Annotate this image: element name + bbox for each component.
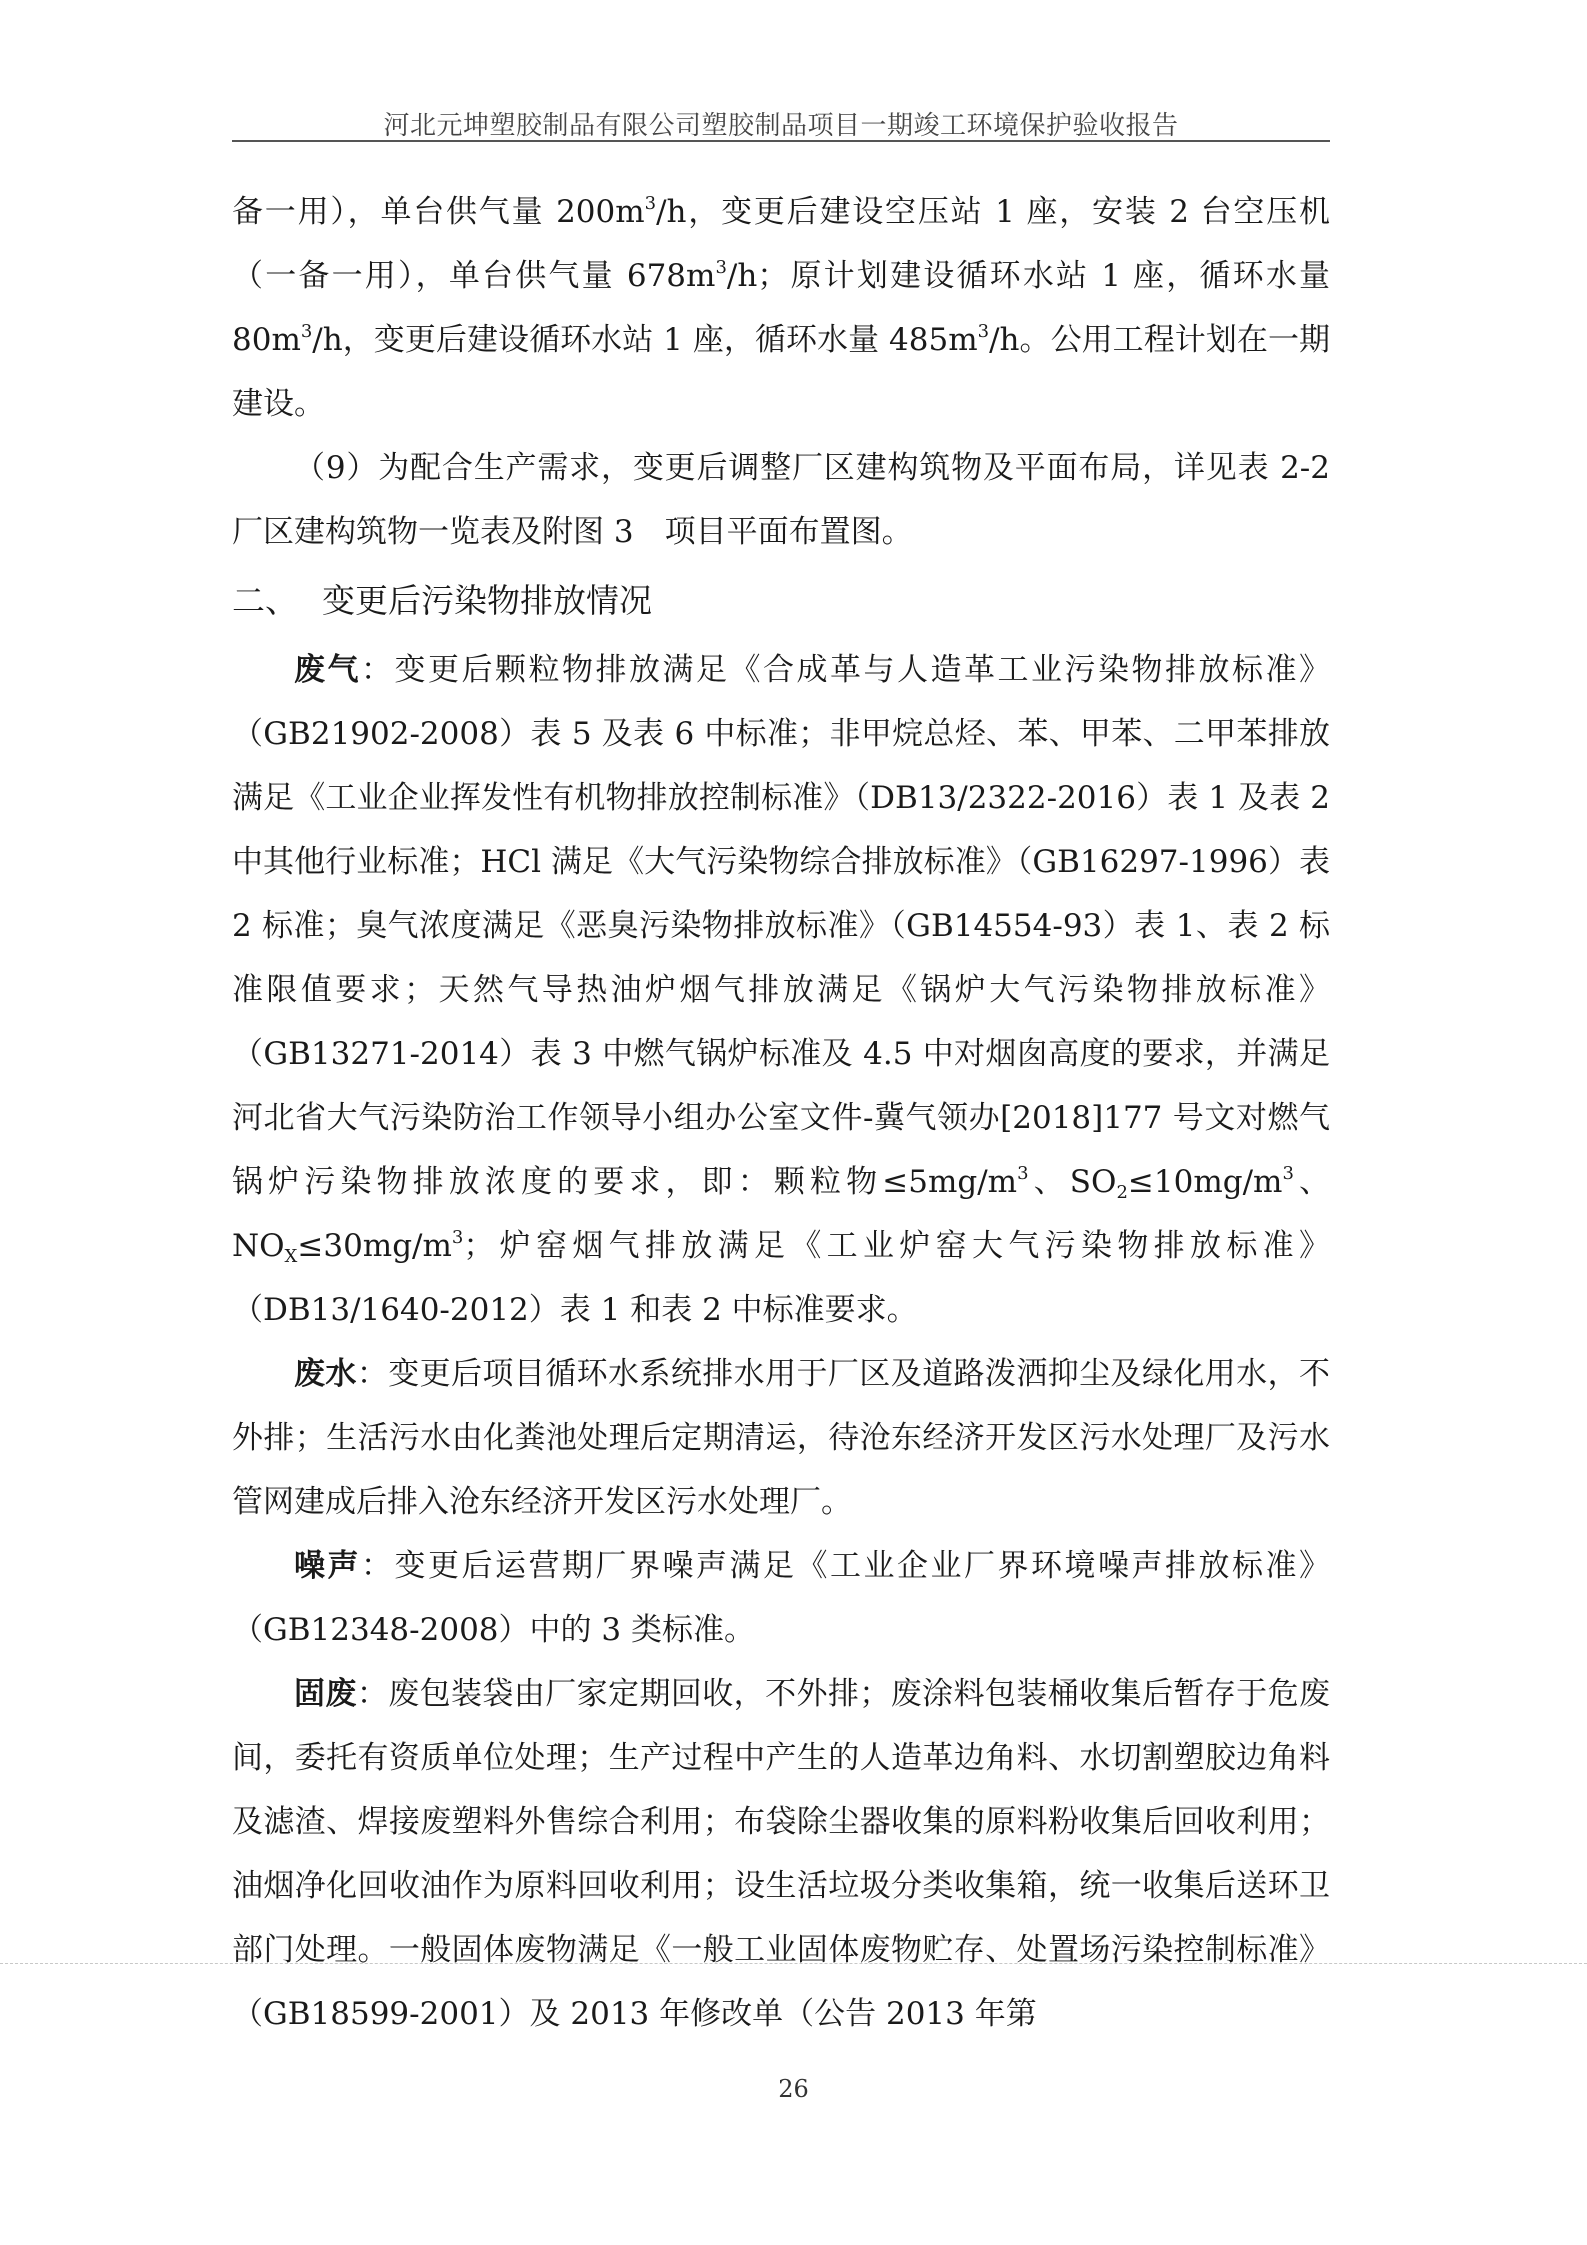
section-title: 变更后污染物排放情况 <box>322 581 652 620</box>
unit-superscript: 3 <box>300 321 313 342</box>
paragraph-waste-gas: 废气：变更后颗粒物排放满足《合成革与人造革工业污染物排放标准》（GB21902-2008）表 5 及表 6 中标准；非甲烷总烃、苯、甲苯、二甲苯排放满足《工业企业挥发性有机物排放控制标准》（DB13/2322-2016）表 1 及表 2 中其他行业标准；HCl 满足《大气污染物综合排放标准》（GB16297-1996）表 2 标准；臭气浓度满足《恶臭污染物排放标准》（GB14554-93）表 1、表 2 标准限值要求；天然气导热油炉烟气排放满足《锅炉大气污染物排放标准》（GB13271-2014）表 3 中燃气锅炉标准及 4.5 中对烟囱高度的要求，并满足河北省大气污染防治工作领导小组办公室文件-冀气领办[2018]177 号文对燃气锅炉污染物排放浓度的要求，即：颗粒物$\le 5mg/m^3$、$SO_2\le 10mg/m^3$、$NO_X\le 30mg/m^3$；炉窑烟气排放满足《工业炉窑大气污染物排放标准》（DB13/1640-2012）表 1 和表 2 中标准要求。 <box>232 652 1331 1328</box>
unit-superscript: 3 <box>644 193 657 214</box>
solid-waste-lead: 固废 <box>294 1676 357 1712</box>
paragraph-layout-adjustment: （9）为配合生产需求，变更后调整厂区建构筑物及平面布局，详见表 2-2 厂区建构筑物一览表及附图 3 项目平面布置图。 <box>232 450 1330 550</box>
paragraph-waste-water: 废水：变更后项目循环水系统排水用于厂区及道路泼洒抑尘及绿化用水，不外排；生活污水由化粪池处理后定期清运，待沧东经济开发区污水处理厂及污水管网建成后排入沧东经济开发区污水处理厂。 <box>232 1356 1330 1520</box>
header-divider <box>232 140 1330 142</box>
unit-superscript: 3 <box>715 257 727 278</box>
so2-subscript: 2 <box>1116 1182 1128 1203</box>
document-body <box>232 180 1330 2046</box>
unit-superscript: 3 <box>977 321 990 342</box>
waste-gas-lead: 废气 <box>294 652 361 688</box>
paragraph-utilities: 备一用），单台供气量 $200m^3/h$，变更后建设空压站 1 座，安装 2 台空压机（一备一用），单台供气量 $678m^3/h$；原计划建设循环水站 1 座，循环水量 $80m^3/h$，变更后建设循环水站 1 座，循环水量 $485m^3/h$。公用工程计划在一期建设。 <box>232 193 1331 422</box>
noise-lead: 噪声 <box>294 1548 361 1584</box>
scan-fold-line <box>0 1963 1587 1964</box>
unit-superscript: 3 <box>1282 1163 1294 1184</box>
page-number: 26 <box>778 2075 809 2103</box>
paragraph-noise: 噪声：变更后运营期厂界噪声满足《工业企业厂界环境噪声排放标准》（GB12348-2008）中的 3 类标准。 <box>232 1548 1330 1648</box>
paragraph-solid-waste: 固废：废包装袋由厂家定期回收，不外排；废涂料包装桶收集后暂存于危废间，委托有资质单位处理；生产过程中产生的人造革边角料、水切割塑胶边角料及滤渣、焊接废塑料外售综合利用；布袋除尘器收集的原料粉收集后回收利用；油烟净化回收油作为原料回收利用；设生活垃圾分类收集箱，统一收集后送环卫部门处理。一般固体废物满足《一般工业固体废物贮存、处置场污染控制标准》（GB18599-2001）及 2013 年修改单（公告 2013 年第 <box>232 1676 1330 2032</box>
nox-subscript: X <box>284 1246 298 1267</box>
running-header: 河北元坤塑胶制品有限公司塑胶制品项目一期竣工环境保护验收报告 <box>383 111 1179 141</box>
unit-superscript: 3 <box>1017 1163 1029 1184</box>
unit-superscript: 3 <box>451 1227 464 1248</box>
section-heading <box>232 564 1330 638</box>
waste-water-lead: 废水 <box>294 1356 357 1392</box>
section-number: 二、 <box>232 581 298 620</box>
